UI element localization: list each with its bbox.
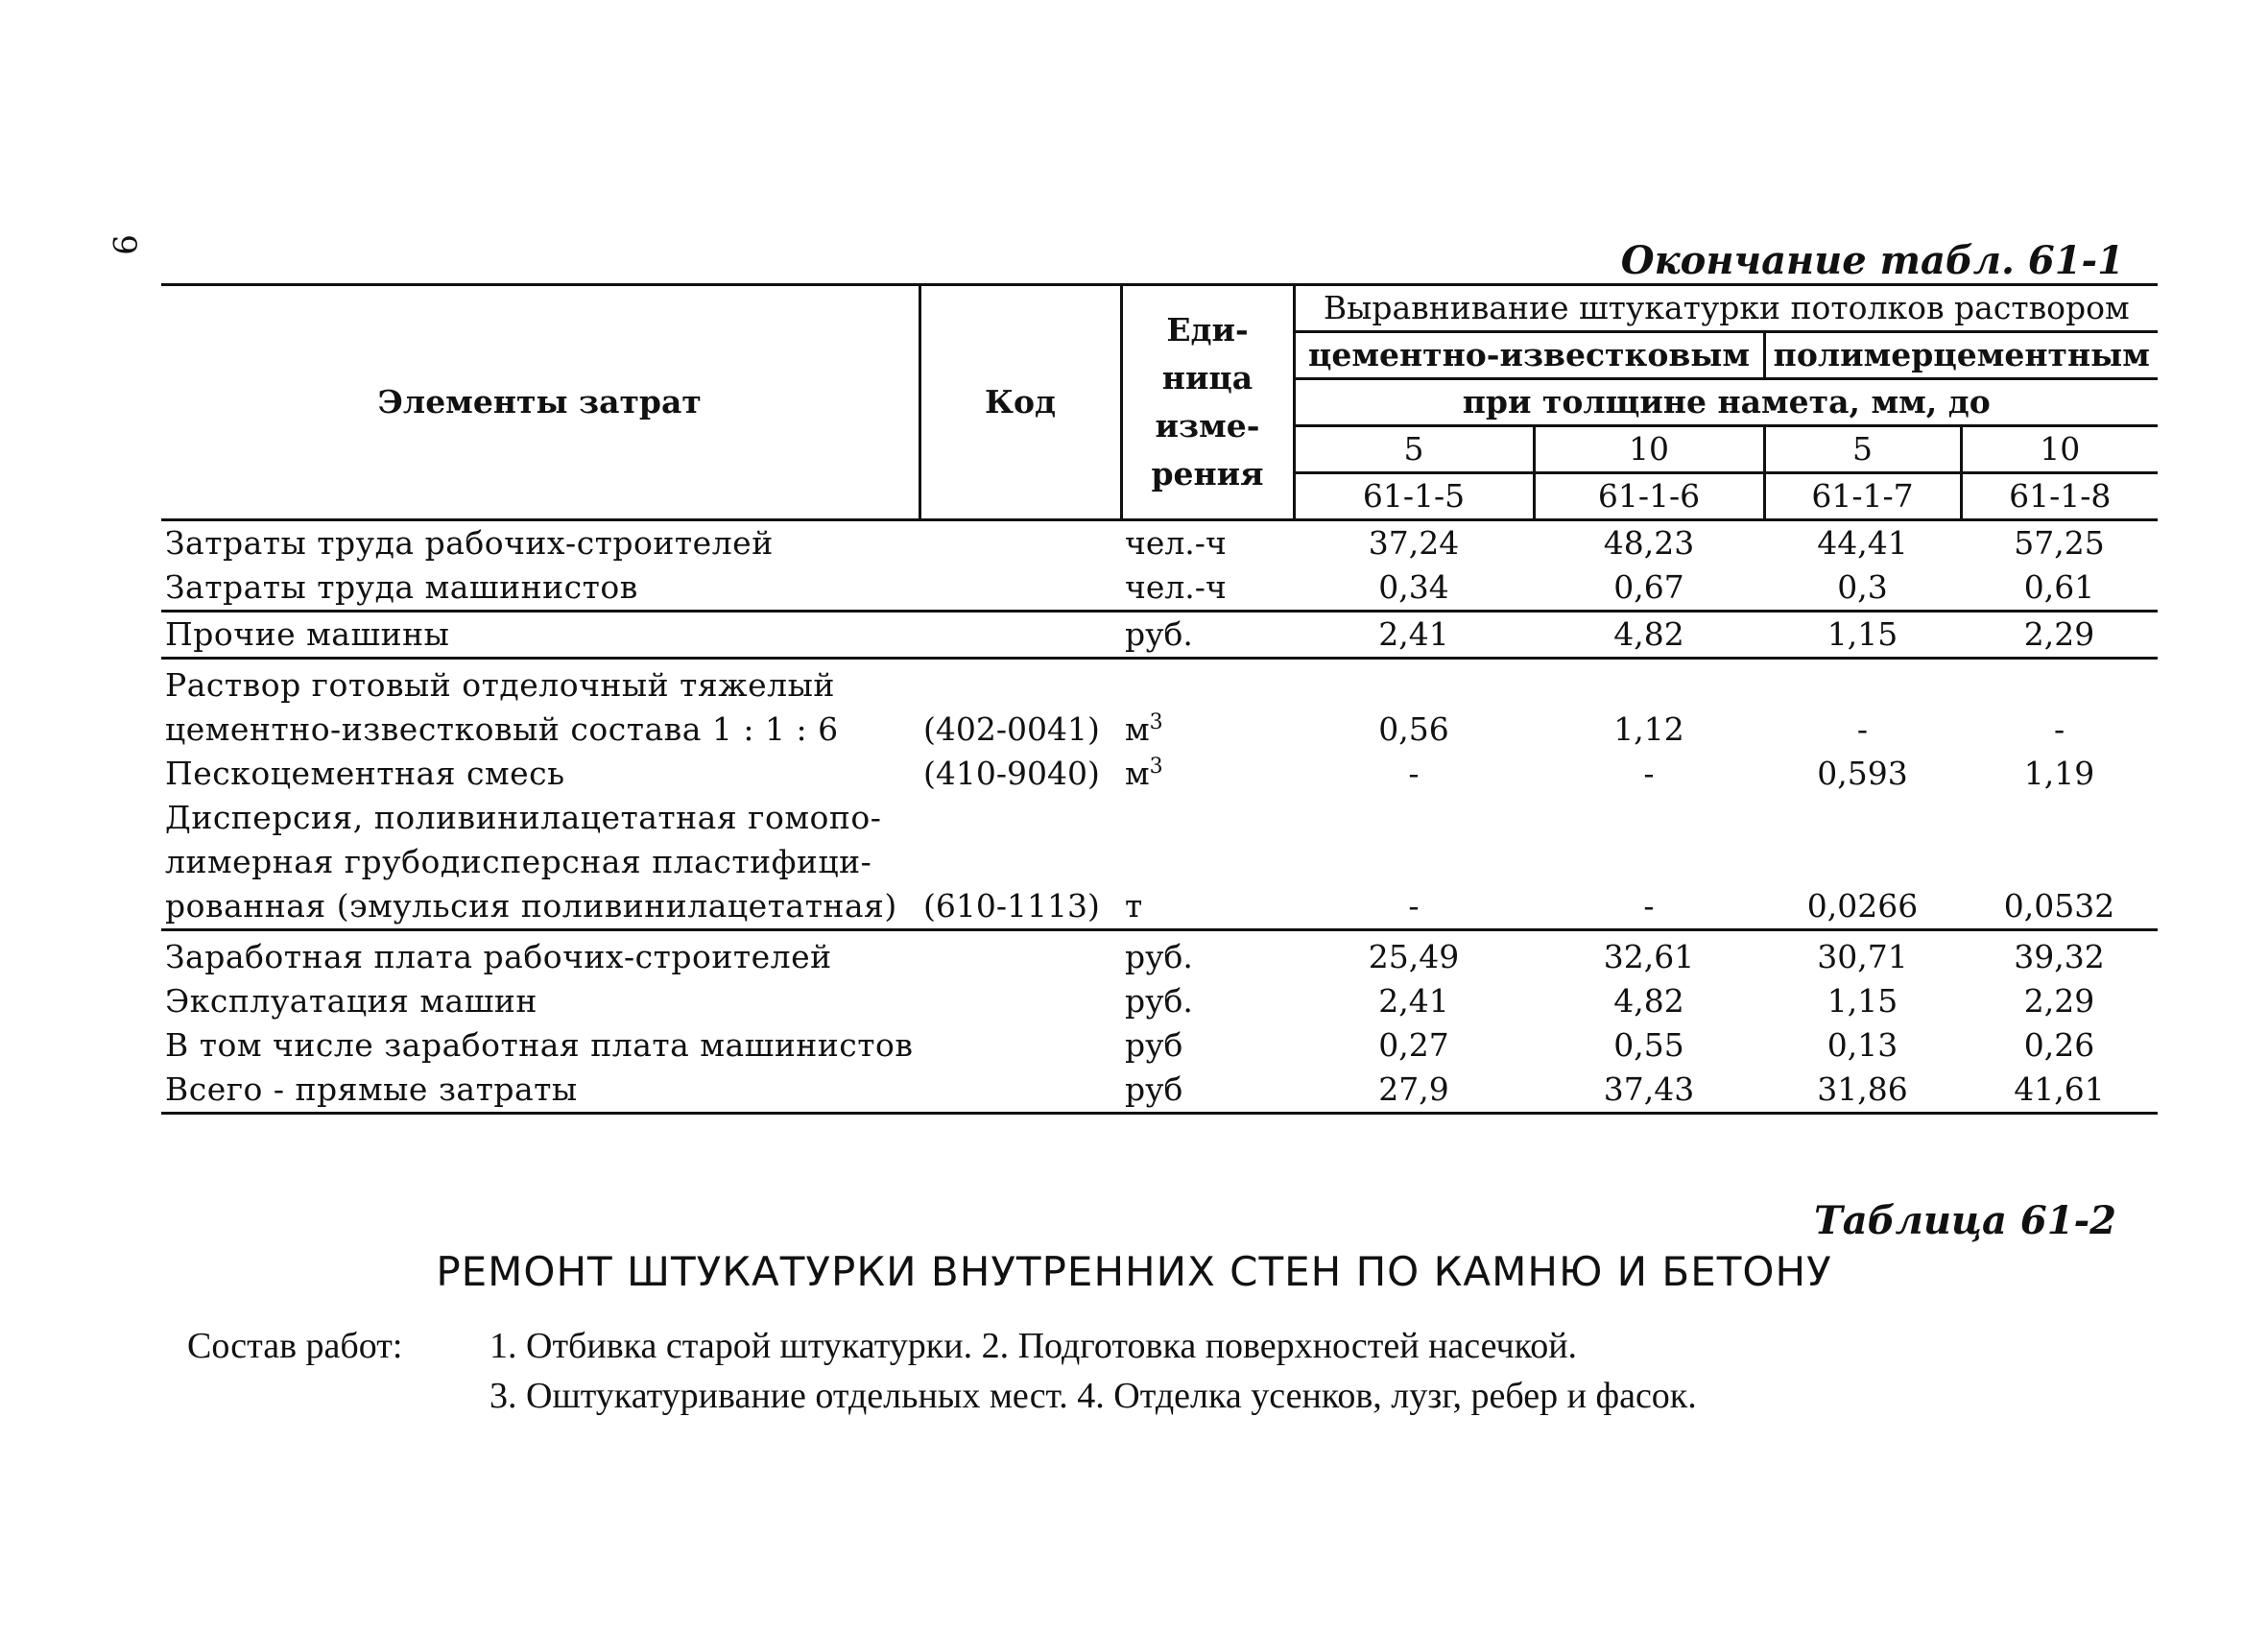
row-value: 0,26 [2023,1026,2095,1064]
row-value [1294,840,1534,884]
row-value [1534,840,1764,884]
row-value: 0,67 [1613,568,1684,606]
row-unit: чел.-ч [1125,524,1227,562]
row-value: 32,61 [1603,938,1695,975]
row-unit [1121,708,1294,752]
row-element: Раствор готовый отделочный тяжелый [165,666,835,704]
header-thickness-2: 10 [1534,426,1764,473]
work-composition-line-2: 3. Оштукатуривание отдельных мест. 4. Отделка усенков, лузг, ребер и фасок. [489,1376,1697,1416]
row-value: 57,25 [2014,524,2105,562]
row-value [1534,659,1764,709]
table-row [161,708,2158,752]
row-value: - [2053,710,2065,748]
row-value [1961,796,2158,840]
row-code: (402-0041) [923,710,1100,748]
row-unit-text: м [1125,710,1150,748]
row-value: 0,27 [1378,1026,1449,1064]
row-unit: руб [1121,1068,1294,1114]
table-row [161,612,2158,659]
row-element: Пескоцементная смесь [165,755,565,792]
row-code: (610-1113) [919,884,1121,930]
header-norm-code-3: 61-1-7 [1764,473,1961,520]
header-work-title: Выравнивание штукатурки потолков раствором [1294,285,2158,332]
row-value: 41,61 [1961,1068,2158,1114]
header-mortar-cement-lime: цементно-известковым [1294,332,1764,379]
row-value: 2,29 [1961,612,2158,659]
row-element: В том числе заработная плата машинистов [165,1026,914,1064]
row-value [1961,840,2158,884]
row-code [919,565,1121,612]
row-code [919,1023,1121,1068]
row-element: Заработная плата рабочих-строителей [165,938,832,975]
header-thickness-4: 10 [1961,426,2158,473]
row-code [919,1068,1121,1114]
row-code: (410-9040) [923,755,1100,792]
row-unit: чел.-ч [1125,568,1227,606]
row-code [919,979,1121,1023]
header-norm-code-2: 61-1-6 [1534,473,1764,520]
row-value: - [1643,755,1655,792]
row-value: 27,9 [1294,1068,1534,1114]
table-row [161,520,2158,566]
row-value: 0,0266 [1764,884,1961,930]
row-value [1294,796,1534,840]
row-value: - [1408,755,1420,792]
row-value: - [1534,884,1764,930]
row-code [919,612,1121,659]
header-norm-code-1: 61-1-5 [1294,473,1534,520]
row-value: 37,24 [1368,524,1460,562]
row-unit-superscript: 3 [1149,755,1163,779]
header-thickness-label: при толщине намета, мм, до [1294,379,2158,426]
row-unit-superscript: 3 [1149,710,1163,734]
row-unit: руб. [1125,938,1193,975]
row-value: 0,13 [1826,1026,1898,1064]
table-row [161,796,2158,840]
row-value: 4,82 [1613,982,1684,1020]
row-value [1764,659,1961,709]
row-value [1764,796,1961,840]
row-code [919,930,1121,980]
work-composition-label: Состав работ: [187,1326,403,1366]
row-value: 44,41 [1817,524,1908,562]
row-value: 0,593 [1817,755,1908,792]
row-unit: руб. [1121,612,1294,659]
row-value: 48,23 [1603,524,1695,562]
row-value [1764,840,1961,884]
table-continuation-label: Окончание табл. 61-1 [1620,238,2124,283]
row-value: 1,15 [1764,612,1961,659]
header-thickness-1: 5 [1294,426,1534,473]
row-element: Затраты труда машинистов [165,568,638,606]
row-value: 2,29 [2023,982,2095,1020]
header-mortar-polymer-cement: полимерцементным [1764,332,2158,379]
header-norm-code-4: 61-1-8 [1961,473,2158,520]
header-thickness-3: 5 [1764,426,1961,473]
header-elements: Элементы затрат [161,285,919,520]
row-code [919,520,1121,566]
row-value: 31,86 [1764,1068,1961,1114]
row-element: Дисперсия, поливинилацетатная гомопо- [165,799,882,836]
table-row [161,884,2158,930]
row-value: 0,34 [1378,568,1449,606]
row-element: Эксплуатация машин [165,982,537,1020]
next-table-label: Таблица 61-2 [1814,1198,2116,1243]
row-element: Затраты труда рабочих-строителей [165,524,774,562]
cost-table-container [161,283,2158,1115]
row-value: 1,19 [2023,755,2095,792]
row-unit [1121,840,1294,884]
row-value: 37,43 [1534,1068,1764,1114]
row-value: 25,49 [1368,938,1460,975]
row-unit [1121,796,1294,840]
row-unit: т [1121,884,1294,930]
header-unit-text: Еди- ница изме- рения [1151,311,1264,493]
row-value: 39,32 [2014,938,2105,975]
section-title: РЕМОНТ ШТУКАТУРКИ ВНУТРЕННИХ СТЕН ПО КАМНЮ И БЕТОНУ [436,1248,1832,1295]
page-number: 9 [104,234,143,255]
work-composition-line-1: 1. Отбивка старой штукатурки. 2. Подготовка поверхностей насечкой. [489,1326,1578,1366]
row-code [919,840,1121,884]
row-unit: руб. [1125,982,1193,1020]
row-value [1294,659,1534,709]
row-value: 1,12 [1613,710,1684,748]
row-value: 2,41 [1378,982,1449,1020]
header-unit [1121,285,1294,520]
row-value: 1,15 [1826,982,1898,1020]
row-value: - [1856,710,1869,748]
table-row [161,752,2158,796]
row-value: 30,71 [1817,938,1908,975]
row-value: 4,82 [1534,612,1764,659]
row-value [1534,796,1764,840]
header-code: Код [919,285,1121,520]
row-unit [1121,752,1294,796]
table-row [161,1023,2158,1068]
row-element: Прочие машины [161,612,919,659]
row-unit [1121,659,1294,709]
row-value: - [1294,884,1534,930]
table-row [161,840,2158,884]
row-value: 2,41 [1294,612,1534,659]
row-element: Всего - прямые затраты [161,1068,919,1114]
row-element: цементно-известковый состава 1 : 1 : 6 [165,710,839,748]
row-value: 0,55 [1613,1026,1684,1064]
row-value: 0,61 [2023,568,2095,606]
row-value: 0,3 [1837,568,1888,606]
row-unit-text: м [1125,755,1150,792]
cost-elements-table [161,283,2158,1115]
row-unit: руб [1125,1026,1183,1064]
table-row [161,979,2158,1023]
row-value: 0,56 [1378,710,1449,748]
row-element: лимерная грубодисперсная пластифици- [165,843,872,880]
row-element: рованная (эмульсия поливинилацетатная) [161,884,919,930]
row-code [919,659,1121,709]
row-value: 0,0532 [1961,884,2158,930]
table-row [161,565,2158,612]
row-value [1961,659,2158,709]
table-row [161,930,2158,980]
row-code [919,796,1121,840]
table-row [161,659,2158,709]
table-row [161,1068,2158,1114]
